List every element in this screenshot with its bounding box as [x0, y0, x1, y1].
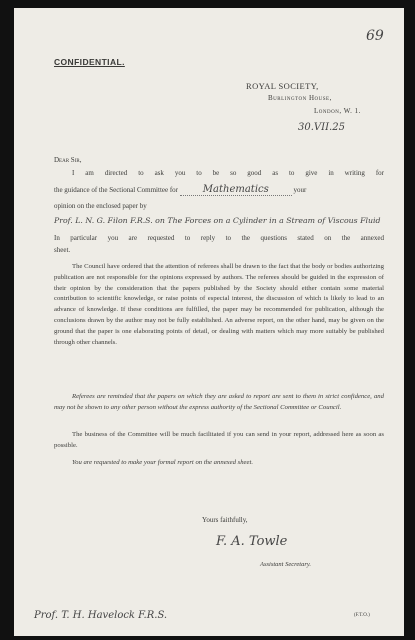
committee-handwritten: Mathematics: [180, 185, 292, 196]
business-paragraph: The business of the Committee will be much facilitated if you can send in your report, addressed here as soon as possible.: [54, 431, 384, 449]
address-line-2: Burlington House,: [268, 94, 332, 102]
address-line-3: London, W. 1.: [314, 107, 361, 115]
confidential-heading: CONFIDENTIAL.: [54, 57, 125, 67]
formal-report-paragraph: You are requested to make your formal report on the annexed sheet.: [72, 459, 254, 466]
request-line-2: [54, 184, 384, 196]
addressee-handwritten: Prof. T. H. Havelock F.R.S.: [34, 610, 168, 621]
signature: F. A. Towle: [216, 534, 288, 549]
form-code: (F.T.O.): [354, 613, 370, 618]
request-line-6: sheet.: [54, 246, 71, 254]
council-paragraph: The Council have ordered that the attention of referees shall be drawn to the fact that the body or bodies authorizing publication are not responsible for the opinions expressed by authors. The referees should be guided in the expression of their opinion by the consideration that the papers published by the Society should either contain some material contribution to scientific knowledge, or raise points of especial interest, the discussion of which is likely to lead to an advance of knowledge. If these conditions are fulfilled, the paper may be recommended for publication, although the conclusions drawn by the author may not be fully established. An adverse report, on the other hand, may be given on the ground that the paper is one elaborating points of detail, or dealing with matters which may more suitably be published through other channels.: [54, 263, 384, 346]
request-line-1: I am directed to ask you to be so good as to give in writing for: [72, 169, 384, 177]
salutation: Dear Sir,: [54, 156, 82, 164]
paper-handwritten: Prof. L. N. G. Filon F.R.S. on The Forces on a Cylinder in a Stream of Viscous Fluid: [54, 216, 381, 225]
address-line-1: ROYAL SOCIETY,: [246, 81, 319, 91]
folio-number: 69: [366, 28, 384, 44]
letter-sheet: [14, 8, 404, 636]
date-handwritten: 30.VII.25: [298, 122, 345, 133]
signatory-title: Assistant Secretary.: [260, 561, 312, 568]
referee-paragraph: Referees are reminded that the papers on which they are asked to report are sent to them in strict confidence, and may not be shown to any other person without the express authority of the Sectional Committee or Council.: [54, 393, 384, 411]
request-line-2-pre: the guidance of the Sectional Committee for: [54, 186, 179, 194]
request-line-5: In particular you are requested to reply to the questions stated on the annexed: [54, 234, 384, 242]
closing: Yours faithfully,: [202, 516, 248, 524]
request-line-3: opinion on the enclosed paper by: [54, 202, 147, 210]
request-line-2-post: your: [293, 186, 307, 194]
